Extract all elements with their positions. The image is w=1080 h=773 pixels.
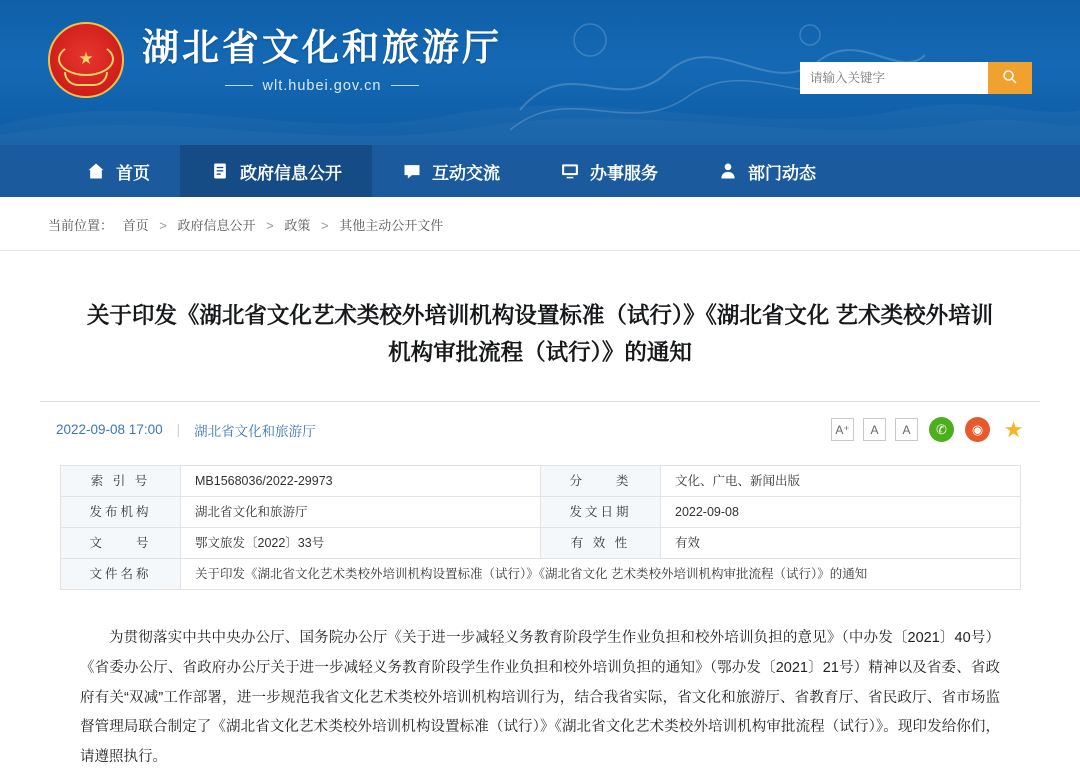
nav-item-services[interactable] [530, 145, 688, 197]
nav-label-interaction: 互动交流 [432, 163, 500, 183]
article-body [80, 624, 1000, 773]
article-wrapper [0, 297, 1080, 773]
info-value-publisher: 湖北省文化和旅游厅 [181, 497, 541, 528]
main-nav [0, 145, 1080, 197]
font-size-large-button[interactable]: A⁺ [831, 418, 854, 441]
info-key-publisher: 发布机构 [61, 497, 181, 528]
breadcrumb-label: 当前位置： [48, 218, 114, 233]
info-key-category: 分 类 [541, 466, 661, 497]
emblem-gear [64, 72, 108, 86]
breadcrumb-sep-0: > [159, 218, 167, 233]
site-domain-text: wlt.hubei.gov.cn [262, 77, 382, 94]
info-value-category: 文化、广电、新闻出版 [661, 466, 1021, 497]
info-value-doc-number: 鄂文旅发〔2022〕33号 [181, 528, 541, 559]
site-brand[interactable] [48, 22, 502, 98]
brand-text [142, 26, 502, 94]
article-paragraph: 为贯彻落实中共中央办公厅、国务院办公厅《关于进一步减轻义务教育阶段学生作业负担和校外培训负担的意见》（中办发〔2021〕40号）《省委办公厅、省政府办公厅关于进一步减轻义务教育阶段学生作业负担和校外培训负担的通知》（鄂办发〔2021〕21号）精神以及省委、省政府有关“双减”工作部署，进一步规范我省文化艺术类校外培训机构培训行为，结合我省实际，省文化和旅游厅、省教育厅、省民政厅、省市场监督管理局联合制定了《湖北省文化艺术类校外培训机构设置标准（试行）》《湖北省文化艺术类校外培训机构审批流程（试行）》。现印发给你们，请遵照执行。 [80, 630, 1000, 766]
home-icon [86, 161, 106, 181]
info-key-doc-number: 文 号 [61, 528, 181, 559]
domain-dash-right [391, 85, 419, 86]
info-value-publish-date: 2022-09-08 [661, 497, 1021, 528]
info-key-filename: 文件名称 [61, 559, 181, 590]
breadcrumb-item-2[interactable]: 政策 [284, 218, 311, 233]
wechat-share-icon[interactable]: ✆ [929, 417, 954, 442]
breadcrumb-item-3[interactable]: 其他主动公开文件 [339, 218, 444, 233]
article-meta-left [40, 420, 316, 440]
info-key-validity: 有 效 性 [541, 528, 661, 559]
monitor-icon [560, 161, 580, 181]
info-key-publish-date: 发文日期 [541, 497, 661, 528]
chat-icon [402, 161, 422, 181]
search-input[interactable] [800, 62, 988, 94]
weibo-share-icon[interactable]: ◉ [965, 417, 990, 442]
breadcrumb [0, 197, 1080, 251]
site-header [0, 0, 1080, 145]
nav-label-services: 办事服务 [590, 163, 658, 183]
meta-divider: | [176, 422, 181, 438]
article-meta [40, 401, 1040, 457]
info-value-validity: 有效 [661, 528, 1021, 559]
nav-item-gov-info[interactable] [180, 145, 372, 197]
table-row [61, 466, 1021, 497]
megaphone-icon [718, 161, 738, 181]
breadcrumb-sep-1: > [266, 218, 274, 233]
site-domain [142, 78, 502, 94]
table-row [61, 559, 1021, 590]
search-icon [1001, 68, 1019, 86]
table-row [61, 497, 1021, 528]
favorite-icon[interactable]: ★ [1001, 417, 1026, 442]
publish-date: 2022-09-08 17:00 [56, 422, 163, 438]
font-size-medium-button[interactable]: A [863, 418, 886, 441]
nav-label-gov-info: 政府信息公开 [240, 163, 342, 183]
info-value-filename: 关于印发《湖北省文化艺术类校外培训机构设置标准（试行）》《湖北省文化 艺术类校外培训机构审批流程（试行）》的通知 [181, 559, 1021, 590]
document-icon [210, 161, 230, 181]
domain-dash-left [225, 85, 253, 86]
emblem-star: ★ [78, 49, 94, 68]
national-emblem-icon [48, 22, 124, 98]
nav-item-interaction[interactable] [372, 145, 530, 197]
nav-item-department-news[interactable] [688, 145, 846, 197]
site-title: 湖北省文化和旅游厅 [142, 25, 502, 70]
breadcrumb-sep-2: > [321, 218, 329, 233]
nav-item-home[interactable] [56, 145, 180, 197]
info-value-index-number: MB1568036/2022-29973 [181, 466, 541, 497]
table-row [61, 528, 1021, 559]
search-button[interactable] [988, 62, 1032, 94]
page-title: 关于印发《湖北省文化艺术类校外培训机构设置标准（试行）》《湖北省文化 艺术类校外培训机构审批流程（试行）》的通知 [86, 303, 994, 366]
info-key-index-number: 索 引 号 [61, 466, 181, 497]
breadcrumb-item-0[interactable]: 首页 [122, 218, 149, 233]
nav-label-department-news: 部门动态 [748, 163, 816, 183]
font-size-small-button[interactable]: A [895, 418, 918, 441]
article-meta-right [831, 417, 1040, 442]
breadcrumb-item-1[interactable]: 政府信息公开 [177, 218, 256, 233]
nav-label-home: 首页 [116, 163, 150, 183]
emblem-ears [58, 42, 114, 76]
document-info-table [60, 465, 1021, 590]
publish-source[interactable]: 湖北省文化和旅游厅 [194, 423, 316, 439]
search-box[interactable] [800, 62, 1032, 94]
